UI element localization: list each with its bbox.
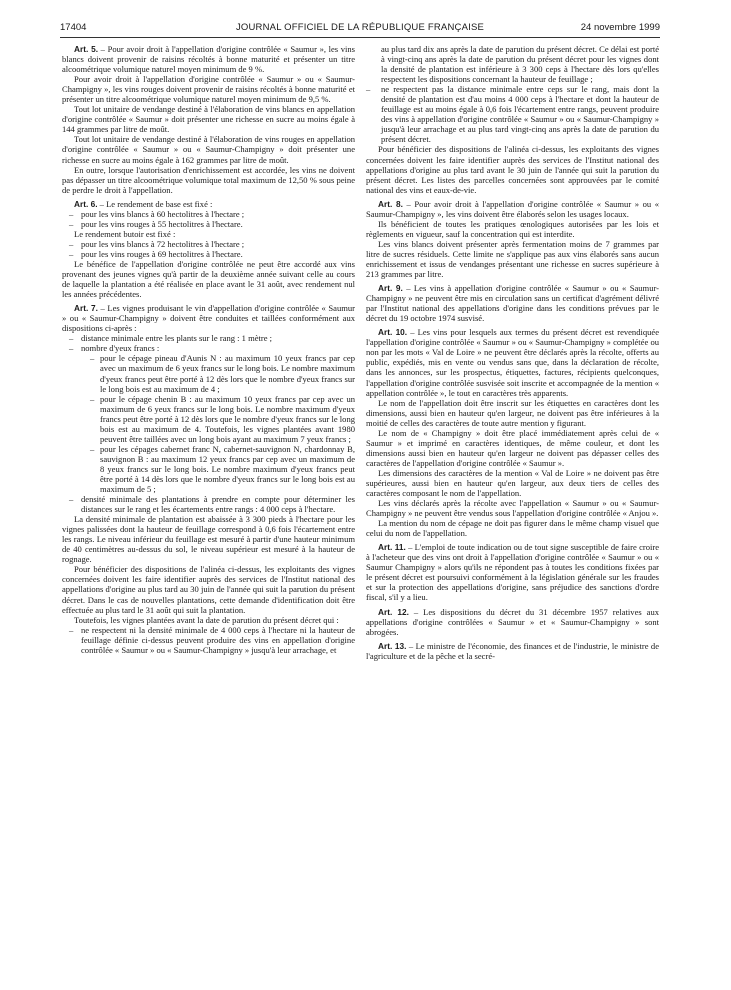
article-6-label: Art. 6. (74, 198, 98, 209)
article-13-label: Art. 13. (378, 640, 407, 651)
list-item: – pour les vins rouges à 55 hectolitres à l'hectare. (62, 219, 355, 229)
rendement-butoir-paragraph: Le rendement butoir est fixé : (74, 228, 176, 239)
article-10-paragraph-6: La mention du nom de cépage ne doit pas figurer dans le même champ visuel que celui du nom de l'appellation. (366, 518, 659, 539)
article-12-text: – Les dispositions du décret du 31 décembre 1957 relatives aux appellations d'origine contrôlées « Saumur » et « Saumur-Champigny » sont abrogées. (366, 606, 659, 637)
list-item: – densité minimale des plantations à prendre en compte pour déterminer les distances sur le rang et les écartements entre rangs : 4 000 ceps à l'hectare. (62, 494, 355, 514)
article-10-paragraph (366, 327, 659, 397)
list-item: – pour les vins rouges à 69 hectolitres à l'hectare. (62, 249, 355, 259)
article-9-text: – Les vins à appellation d'origine contrôlée « Saumur » ou « Saumur-Champigny » ne peuvent être mis en circulation sans un certificat d'agrément délivré par l'Institut national des appellations d'origine dans les conditions prévues par le décret du 19 octobre 1974 susvisé. (366, 283, 659, 324)
list-item: – distance minimale entre les plants sur le rang : 1 mètre ; (62, 333, 355, 343)
article-5-paragraph-5: En outre, lorsque l'autorisation d'enrichissement est accordée, les vins ne doivent pas dépasser un titre alcoométrique volumique total maximum de 12,50 % sous peine de perdre le droit à l'appellation. (62, 164, 355, 195)
page-number: 17404 (60, 22, 87, 33)
article-7-list (62, 333, 355, 514)
article-6-intro: – Le rendement de base est fixé : (97, 198, 213, 209)
article-5-paragraph-3: Tout lot unitaire de vendange destiné à l'élaboration de vins blancs en appellation d'origine contrôlée « Saumur » doit présenter une richesse en sucre au moins égale à 144 grammes par litre de moût. (62, 104, 355, 135)
toutefois-paragraph: Toutefois, les vignes plantées avant la date de parution du présent décret qui : (74, 614, 339, 625)
article-11-paragraph (366, 542, 659, 602)
page-header (60, 22, 660, 36)
article-10-paragraph-5: Les vins déclarés après la récolte avec l'appellation « Saumur » ou « Saumur-Champigny » ne peuvent être vendus sous l'appellation d'origine contrôlée « Anjou ». (366, 498, 659, 519)
sublist-item: – pour le cépage chenin B : au maximum 10 yeux francs par cep avec un maximum de 6 yeux francs sur le long bois. Le nombre maximum d'yeux francs peut être porté à 12 dès lors que le nombre d'yeux francs sur le long bois est au maximum de 4. Toutefois, les vignes plantées avant 1980 peuvent être taillées avec un long bois ayant au maximum 7 yeux francs ; (81, 394, 355, 444)
list-item-label: nombre d'yeux francs : (81, 343, 160, 354)
article-10-text: – Les vins pour lesquels aux termes du présent décret est revendiquée l'appellation d'origine contrôlée « Saumur » ou « Saumur-Champigny » complétée ou non par les mots « Val de Loire » ne peuvent être déclarés après la récolte, offerts au public, expédiés, mis en vente ou vendus sans que, dans la déclaration de récolte, dans les annonces, sur les prospectus, étiquettes, factures, récipients quelconques, l'appellation d'origine contrôlée susvisée soit inscrite et accompagnée de la mention « appellation contrôlée », le tout en caractères très apparents. (366, 327, 659, 398)
journal-title: JOURNAL OFFICIEL DE LA RÉPUBLIQUE FRANÇAISE (235, 22, 485, 33)
beneficier-2-paragraph: Pour bénéficier des dispositions de l'alinéa ci-dessus, les exploitants des vignes concernées doivent les faire identifier auprès des services de l'Institut national des appellations d'origine au plus tard avant le 30 juin de l'année qui suit la parution du présent décret. Les listes des parcelles concernées sont approuvées par le comité national des vins et eaux-de-vie. (366, 144, 659, 195)
cepage-sublist (81, 353, 355, 494)
left-column (62, 44, 355, 655)
list-item: – pour les vins blancs à 72 hectolitres à l'hectare ; (62, 239, 355, 249)
continued-list-text: au plus tard dix ans après la date de parution du présent décret. Ce délai est porté à vingt-cinq ans après la date de parution du présent décret pour les vignes dont la densité de plantation est inférieure à 3 300 ceps à l'hectare dès lors qu'elles respectent les dispositions concernant la hauteur de feuillage ; (381, 44, 659, 85)
article-7-intro: – Les vignes produisant le vin d'appellation d'origine contrôlée « Saumur » ou « Saumur-Champigny » doivent être conduites et taillées conformément aux dispositions ci-après : (62, 303, 355, 334)
article-8-paragraph (366, 199, 659, 219)
article-13-paragraph (366, 641, 659, 661)
issue-date: 24 novembre 1999 (580, 22, 660, 33)
article-8-label: Art. 8. (378, 198, 403, 209)
article-7-paragraph (62, 303, 355, 333)
article-12-paragraph (366, 607, 659, 637)
article-5-paragraph (62, 44, 355, 74)
article-6-paragraph (62, 199, 355, 209)
article-13-text: – Le ministre de l'économie, des finances et de l'industrie, le ministre de l'agriculture et de la pêche et la secré- (366, 640, 659, 661)
list-item: – pour les vins blancs à 60 hectolitres à l'hectare ; (62, 209, 355, 219)
article-5-label: Art. 5. (74, 44, 99, 54)
article-8-paragraph-3: Les vins blancs doivent présenter après fermentation moins de 7 grammes par litre de sucres résiduels. Cette limite ne s'applique pas aux vins élaborés sans aucun enrichissement et issus de vendanges présentant une richesse en sucres supérieure à 213 grammes par litre. (366, 238, 659, 280)
continued-list (366, 84, 659, 144)
article-7-label: Art. 7. (74, 303, 98, 314)
header-rule (60, 37, 660, 38)
sublist-item: – pour les cépages cabernet franc N, cabernet-sauvignon N, chardonnay B, sauvignon B : au maximum 12 yeux francs par cep avec un maximum de 8 yeux francs sur le long bois. Le nombre maximum d'yeux francs peut être porté à 14 dès lors que le nombre d'yeux francs sur le long bois est au maximum de 5 ; (81, 444, 355, 494)
article-10-paragraph-4: Les dimensions des caractères de la mention « Val de Loire » ne doivent pas être supérieures, aussi bien en hauteur qu'en largeur, aux deux tiers de celles des caractères composant le nom de l'appellation. (366, 467, 659, 499)
toutefois-list (62, 625, 355, 655)
article-9-paragraph (366, 283, 659, 323)
article-11-text: – L'emploi de toute indication ou de tout signe susceptible de faire croire à l'acheteur que des vins ont droit à l'appellation d'origine contrôlée « Saumur » ou « Saumur Champigny » alors qu'ils ne répondent pas à toutes les conditions fixées par le présent décret est poursuivi conformément à la législation générale sur les fraudes et sur la protection des appellations d'origine, sans préjudice des sanctions d'ordre fiscal, s'il y a lieu. (366, 542, 660, 603)
butoir-yield-list (62, 239, 355, 259)
article-9-label: Art. 9. (378, 283, 403, 294)
article-5-paragraph-4: Tout lot unitaire de vendange destiné à l'élaboration de vins rouges en appellation d'origine contrôlée « Saumur » ou « Saumur-Champigny » doit présenter une richesse en sucre au moins égale à 162 grammes par litre de moût. (62, 134, 355, 165)
article-10-label: Art. 10. (378, 327, 408, 338)
list-item (62, 343, 355, 494)
article-8-paragraph-2: Ils bénéficient de toutes les pratiques œnologiques autorisées par les lois et règlements en vigueur, sauf la concentration qui est interdite. (366, 218, 659, 239)
list-item: – ne respectent pas la distance minimale entre ceps sur le rang, mais dont la densité de plantation est d'au moins 4 000 ceps à l'hectare et dont la hauteur de feuillage est au moins égale à 0,6 fois l'écartement entre rangs, peuvent produire des vins à appellation d'origine contrôlée « Saumur » ou « Saumur-Champigny » jusqu'à leur arrachage et au plus tard vingt-cinq ans après la date de parution du présent décret. (366, 84, 659, 144)
right-column (366, 44, 659, 661)
article-11-label: Art. 11. (378, 542, 406, 553)
list-item: – ne respectent ni la densité minimale de 4 000 ceps à l'hectare ni la hauteur de feuillage définie ci-dessus peuvent produire des vins en appellation d'origine contrôlée « Saumur » ou « Saumur-Champigny » jusqu'à leur arrachage, et (62, 625, 355, 655)
article-10-paragraph-2: Le nom de l'appellation doit être inscrit sur les étiquettes en caractères dont les dimensions, aussi bien en hauteur qu'en largeur, ne doivent pas être inférieures à la moitié de celles des caractères de toute autre mention y figurant. (366, 397, 659, 428)
article-6-benefice-paragraph: Le bénéfice de l'appellation d'origine contrôlée ne peut être accordé aux vins provenant des jeunes vignes qu'à partir de la deuxième année suivant celle au cours de laquelle la plantation a été réalisée en place avant le 31 août, avec rendement nul les années précédentes. (62, 258, 355, 300)
beneficier-paragraph: Pour bénéficier des dispositions de l'alinéa ci-dessus, les exploitants des vignes concernées doivent les faire identifier auprès des services de l'Institut national des appellations d'origine au plus tard au 30 juin de l'année qui suit la parution du présent décret. Dans le cas de nouvelles plantations, cette demande d'identification doit être effectuée au plus tard le 31 août qui suit la plantation. (62, 564, 355, 615)
densite-paragraph: La densité minimale de plantation est abaissée à 3 300 pieds à l'hectare pour les vignes palissées dont la hauteur de feuillage correspond à 0,6 fois l'écartement entre les rangs. Le niveau inférieur du feuillage est mesuré à partir d'une hauteur minimum de 40 centimètres au-dessus du sol, le niveau supérieur est mesuré à la hauteur de rognage. (62, 514, 355, 565)
article-8-text: – Pour avoir droit à l'appellation d'origine contrôlée « Saumur » ou « Saumur-Champigny », les vins doivent être élaborés selon les usages locaux. (366, 198, 659, 219)
sublist-item: – pour le cépage pineau d'Aunis N : au maximum 10 yeux francs par cep avec un maximum de 6 yeux francs sur le long bois. Le nombre maximum d'yeux francs peut être porté à 12 dès lors que le nombre d'yeux francs sur le long bois est au maximum de 4 ; (81, 353, 355, 393)
article-5-paragraph-2: Pour avoir droit à l'appellation d'origine contrôlée « Saumur » ou « Saumur-Champigny », les vins rouges doivent provenir de raisins récoltés à bonne maturité et présenter un titre alcoométrique volumique naturel moyen minimum de 9,5 %. (62, 74, 355, 105)
base-yield-list (62, 209, 355, 229)
article-5-text: – Pour avoir droit à l'appellation d'origine contrôlée « Saumur », les vins blancs doivent provenir de raisins récoltés à bonne maturité et présenter un titre alcoométrique volumique naturel moyen minimum de 9 %. (62, 44, 356, 75)
article-12-label: Art. 12. (378, 606, 409, 617)
article-10-paragraph-3: Le nom de « Champigny » doit être placé immédiatement après celui de « Saumur » et imprimé en caractères identiques, de même couleur, et dont les dimensions aussi bien en hauteur qu'en largeur ne doivent pas dépasser celles des caractères de l'appellation d'origine contrôlée « Saumur ». (366, 427, 659, 468)
